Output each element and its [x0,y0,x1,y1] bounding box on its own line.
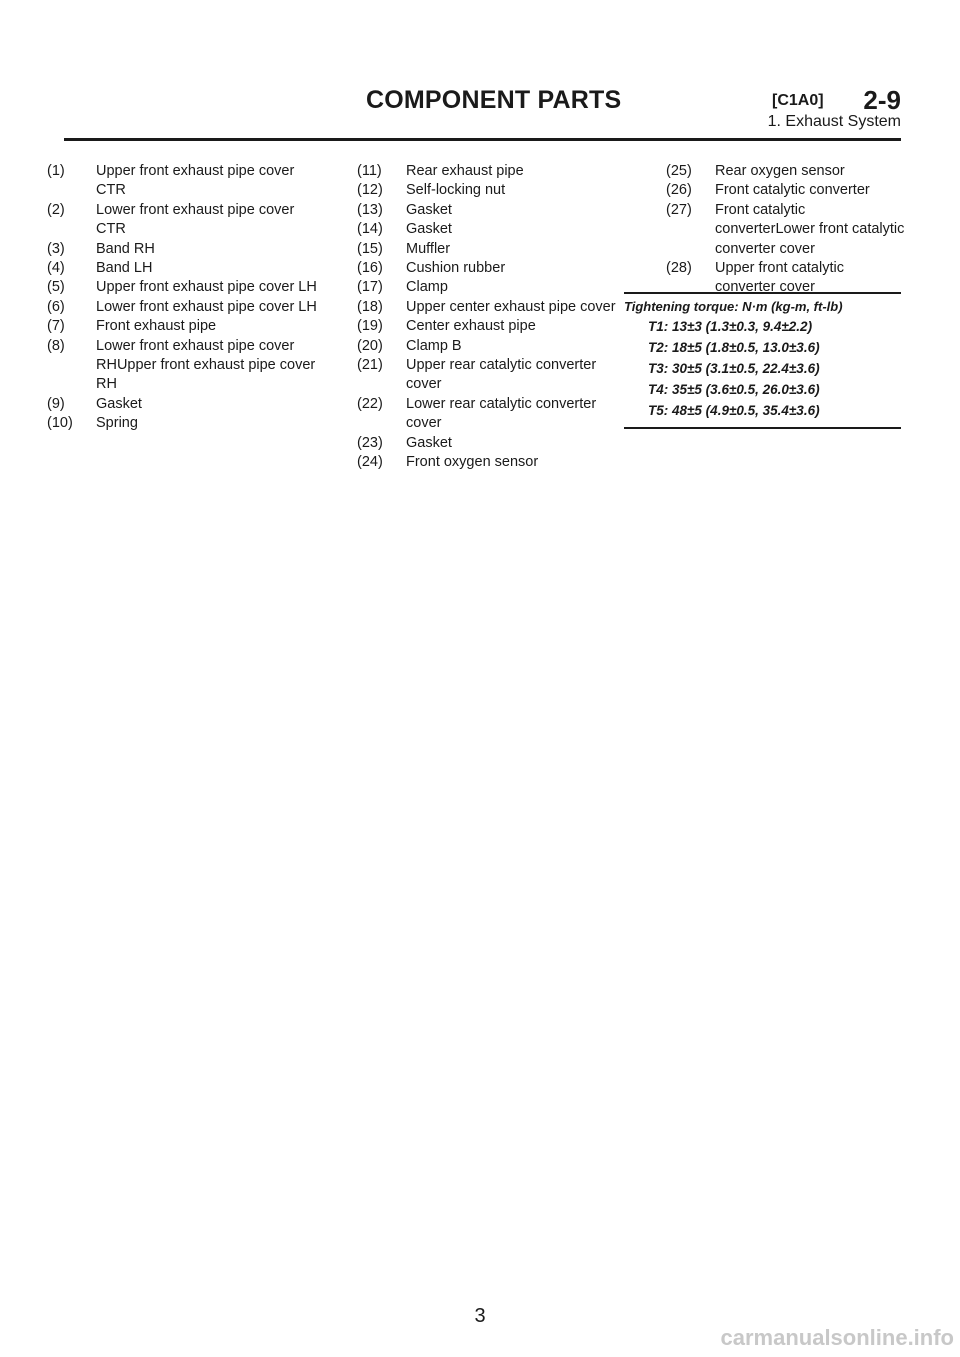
list-item [357,337,617,356]
list-item [357,201,617,220]
list-item [47,337,317,395]
item-number: (20) [357,337,383,354]
item-text: Front catalytic converter [715,182,870,199]
item-number: (22) [357,395,383,412]
list-item [357,162,617,181]
item-number: (3) [47,240,65,257]
item-text: Cushion rubber [406,260,506,277]
list-item [47,240,317,259]
item-text: Lower front exhaust pipe cover RHUpper front exhaust pipe cover RH [96,337,316,393]
item-number: (28) [666,260,692,277]
item-text: Upper rear catalytic converter cover [406,357,597,393]
watermark: carmanualsonline.info [720,1325,954,1350]
list-item [47,162,317,201]
list-item [357,434,617,453]
item-number: (21) [357,357,383,374]
item-text: Clamp [406,279,448,296]
item-number: (26) [666,182,692,199]
item-text: Gasket [406,221,452,238]
list-item [47,298,317,317]
section-subtitle: 1. Exhaust System [767,113,901,130]
torque-spec: T4: 35±5 (3.6±0.5, 26.0±3.6) [648,382,820,397]
item-text: Lower rear catalytic converter cover [406,395,597,432]
item-number: (8) [47,337,65,354]
list-item [357,317,617,336]
item-text: Clamp B [406,337,462,354]
item-text: Center exhaust pipe [406,318,536,335]
page-number: 3 [474,1305,486,1327]
item-text: Band RH [96,240,155,257]
list-item [666,162,906,181]
item-number: (1) [47,163,65,179]
item-text: Spring [96,415,138,432]
list-item [357,278,617,297]
section-title: COMPONENT PARTS [366,86,622,114]
section-number: 2-9 [863,85,901,115]
item-number: (9) [47,395,65,412]
list-item [357,298,617,317]
list-item [47,395,317,414]
item-number: (10) [47,415,73,432]
item-text: Front exhaust pipe [96,318,217,335]
item-text: Gasket [406,201,452,218]
torque-spec: T5: 48±5 (4.9±0.5, 35.4±3.6) [648,403,820,418]
list-item [666,201,906,259]
list-item [666,181,906,200]
item-number: (25) [666,163,692,179]
list-item [357,356,617,395]
list-item [357,453,617,472]
torque-spec: T3: 30±5 (3.1±0.5, 22.4±3.6) [648,361,820,376]
item-number: (15) [357,240,383,257]
item-number: (2) [47,201,65,218]
item-text: Upper center exhaust pipe cover [406,298,616,315]
item-text: Upper front exhaust pipe cover LH [96,279,317,296]
item-number: (4) [47,260,65,277]
torque-spec: T2: 18±5 (1.8±0.5, 13.0±3.6) [648,340,820,355]
list-item [47,259,317,278]
tightening-torque-box [624,292,901,429]
list-item [357,240,617,259]
item-number: (23) [357,434,383,451]
list-item [47,278,317,297]
item-text: Front oxygen sensor [406,454,539,471]
parts-list-column-1 [47,162,317,434]
item-text: Upper front exhaust pipe cover CTR [96,163,295,199]
list-item [357,181,617,200]
page-header [64,86,901,141]
item-number: (6) [47,298,65,315]
parts-list-column-3 [666,162,906,298]
item-text: Rear oxygen sensor [715,163,845,179]
item-number: (16) [357,260,383,277]
item-text: Lower front exhaust pipe cover CTR [96,201,295,238]
torque-title: Tightening torque: N·m (kg-m, ft-lb) [624,299,843,314]
item-number: (12) [357,182,383,199]
item-number: (17) [357,279,383,296]
item-text: Gasket [406,434,452,451]
list-item [357,220,617,239]
item-number: (24) [357,454,383,471]
item-number: (13) [357,201,383,218]
item-number: (11) [357,163,382,179]
parts-list-column-2 [357,162,617,473]
list-item [357,395,617,434]
item-number: (27) [666,201,692,218]
item-number: (19) [357,318,383,335]
item-text: Upper front catalytic converter cover [715,260,844,296]
item-text: Gasket [96,395,142,412]
item-text: Band LH [96,260,153,277]
item-text: Rear exhaust pipe [406,163,524,179]
item-number: (18) [357,298,383,315]
list-item [47,414,317,433]
item-text: Muffler [406,240,451,257]
item-text: Lower front exhaust pipe cover LH [96,298,317,315]
list-item [47,201,317,240]
item-number: (5) [47,279,65,296]
item-number: (14) [357,221,383,238]
section-code: [C1A0] [772,92,824,109]
item-text: Front catalytic converterLower front catalytic converter cover [715,201,905,257]
item-number: (7) [47,318,65,335]
torque-spec: T1: 13±3 (1.3±0.3, 9.4±2.2) [648,319,813,334]
item-text: Self-locking nut [406,182,506,199]
list-item [357,259,617,278]
list-item [47,317,317,336]
